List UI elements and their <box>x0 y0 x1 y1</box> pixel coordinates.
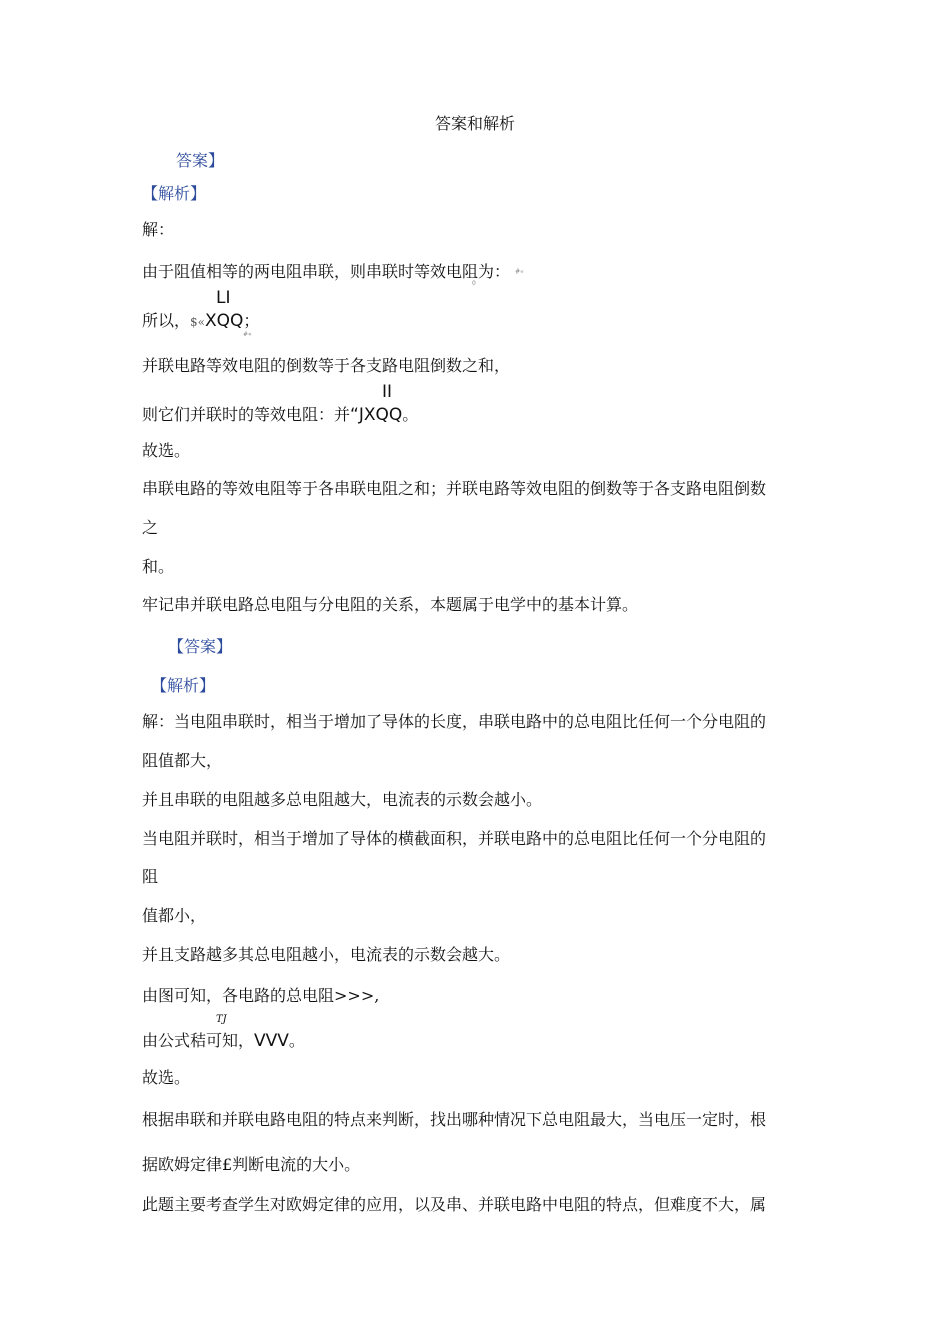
analysis-tag-1: 【解析】 <box>142 184 207 203</box>
s1-line-7: 串联电路的等效电阻等于各串联电阻之和；并联电路等效电阻的倒数等于各支路电阻倒数 <box>142 479 767 498</box>
s2-line-1: 解：当电阻串联时，相当于增加了导体的长度，串联电路中的总电阻比任何一个分电阻的 <box>142 712 767 731</box>
s1-line-3-sym: $« <box>190 315 205 329</box>
s2-line-3: 并且串联的电阻越多总电阻越大，电流表的示数会越小。 <box>142 790 543 809</box>
s2-line-13: 此题主要考查学生对欧姆定律的应用，以及串、并联电路中电阻的特点，但难度不大，属 <box>142 1195 767 1214</box>
s1-line-10: 牢记串并联电路总电阻与分电阻的关系，本题属于电学中的基本计算。 <box>142 595 639 614</box>
s1-line-3-formula: XQQ <box>205 311 244 331</box>
s1-line-3 <box>142 311 259 332</box>
s2-line-10: 故选。 <box>142 1068 191 1087</box>
s1-line-9: 和。 <box>142 557 175 576</box>
s2-line-7: 并且支路越多其总电阻越小，电流表的示数会越大。 <box>142 945 511 964</box>
s1-line-6: 故选。 <box>142 441 191 460</box>
s1-line-3-sup: LI <box>216 288 231 308</box>
s1-line-5 <box>142 405 418 425</box>
s1-line-5-formula: “JXQQ <box>350 405 403 425</box>
s1-line-3-end: ； <box>243 311 260 330</box>
s1-line-3-pre: 所以， <box>142 311 191 330</box>
page-title: 答案和解析 <box>434 114 515 133</box>
s1-line-1: 解： <box>142 220 175 239</box>
s2-line-2: 阻值都大， <box>142 751 223 770</box>
s2-line-8: 由图可知，各电路的总电阻>>>, <box>142 986 380 1005</box>
s2-line-9-sup: TJ <box>216 1014 227 1025</box>
s1-line-8: 之 <box>142 518 159 537</box>
s1-line-2-text: 由于阻值相等的两电阻串联，则串联时等效电阻为： <box>142 262 511 281</box>
s2-line-9 <box>142 1031 305 1051</box>
s2-line-12: 据欧姆定律£判断电流的大小。 <box>142 1155 361 1174</box>
s1-line-5-pre: 则它们并联时的等效电阻：并 <box>142 405 351 424</box>
s2-line-11: 根据串联和并联电路电阻的特点来判断，找出哪种情况下总电阻最大，当电压一定时，根 <box>142 1110 767 1129</box>
answer-tag-2: 【答案】 <box>168 637 233 656</box>
s2-line-9-pre: 由公式秸可知， <box>142 1031 255 1050</box>
answer-tag-1: 答案】 <box>176 151 225 170</box>
s1-line-5-end: 。 <box>402 405 419 424</box>
s1-line-2-sub: 0 <box>472 280 476 287</box>
s1-line-5-sup: II <box>382 382 393 402</box>
s2-line-4: 当电阻并联时，相当于增加了导体的横截面积，并联电路中的总电阻比任何一个分电阻的 <box>142 829 767 848</box>
s1-line-4: 并联电路等效电阻的倒数等于各支路电阻倒数之和， <box>142 356 511 375</box>
s2-line-5: 阻 <box>142 867 159 886</box>
s1-line-2-mark: #« <box>515 268 524 276</box>
s1-line-3-sub: #« <box>243 331 252 338</box>
analysis-tag-2: 【解析】 <box>151 676 216 695</box>
s2-line-9-formula: VVV <box>254 1031 289 1051</box>
s2-line-6: 值都小， <box>142 906 207 925</box>
s2-line-9-end: 。 <box>288 1031 305 1050</box>
s1-line-2 <box>142 262 524 283</box>
